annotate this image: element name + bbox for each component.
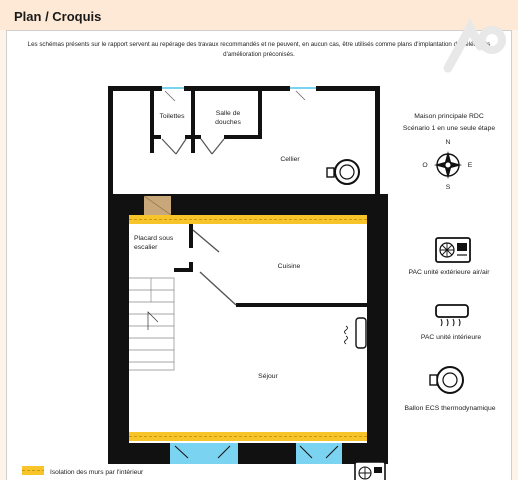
disclaimer-text: Les schémas présents sur le rapport servent au repérage des travaux recommandés et ne peuvent, en aucun cas, être utilisés comme plans d'implantation des éléments d'amélioration préconisés.: [27, 41, 491, 58]
room-label-salle-de-douches: Salle de douches: [215, 110, 241, 126]
room-label-cellier: Cellier: [280, 156, 300, 163]
compass-n: N: [445, 139, 451, 146]
plan-title-line2: Scénario 1 en une seule étape: [402, 125, 496, 132]
water-heater-icon: [327, 160, 359, 184]
page-title: Plan / Croquis: [14, 9, 102, 24]
compass-o: O: [422, 162, 428, 169]
compass-rose-icon: [434, 151, 462, 179]
water-heater-legend-icon: [430, 367, 463, 393]
heat-pump-indoor-icon: [436, 305, 468, 326]
radiator-icon: [345, 318, 367, 348]
insulation-legend-swatch: [22, 466, 44, 475]
plan-title-line1: Maison principale RDC: [414, 113, 484, 120]
room-label-placard: Placard sous escalier: [134, 235, 174, 251]
compass-s: S: [445, 184, 451, 191]
staircase: [129, 278, 174, 370]
room-label-sejour: Séjour: [258, 373, 278, 380]
pac-interieure-label: PAC unité intérieure: [420, 334, 482, 341]
heat-pump-outdoor-icon: [436, 238, 470, 262]
pac-exterieure-label: PAC unité extérieure air/air: [408, 269, 490, 276]
room-label-cuisine: Cuisine: [277, 263, 301, 270]
room-label-toilettes: Toilettes: [159, 113, 185, 120]
compass-e: E: [467, 162, 473, 169]
insulation-dashes: [129, 220, 367, 437]
ballon-ecs-label: Ballon ECS thermodynamique: [404, 405, 496, 412]
insulation-legend-label: Isolation des murs par l'intérieur: [50, 469, 144, 476]
heat-pump-outdoor-small-icon: [355, 462, 385, 480]
